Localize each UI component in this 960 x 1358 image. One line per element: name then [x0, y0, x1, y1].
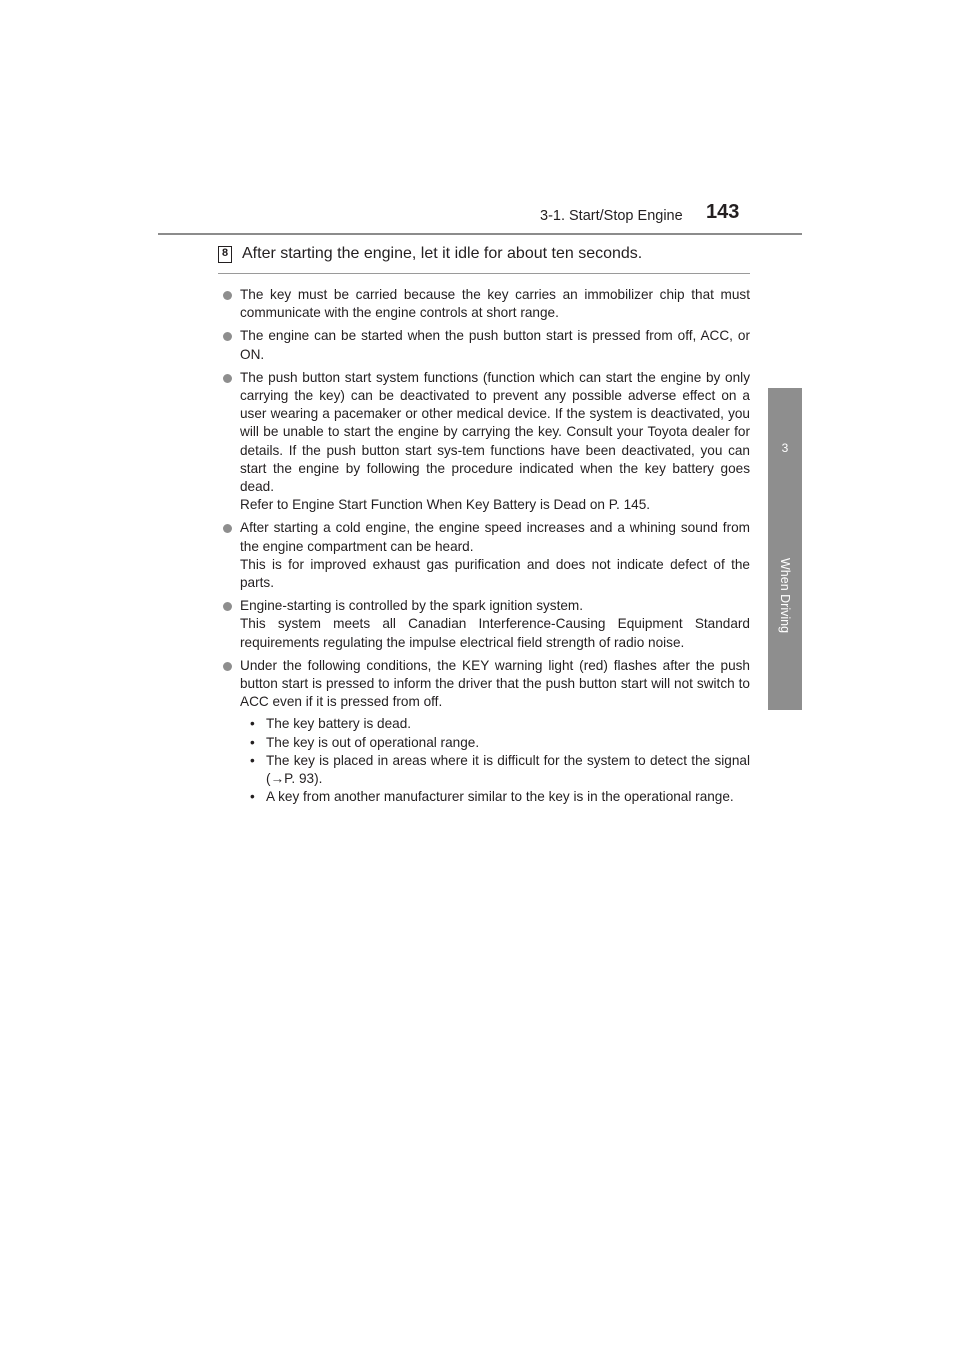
sub-bullet: • [250, 716, 255, 732]
note-paragraph: Engine-starting is controlled by the spark ignition system. [240, 598, 584, 614]
step-number-badge: 8 [218, 246, 232, 263]
page-number: 143 [706, 201, 740, 223]
note-item [222, 597, 750, 652]
note-paragraph: Refer to Engine Start Function When Key Battery is Dead on P. 145. [240, 497, 651, 513]
condition-item [240, 734, 750, 752]
step-row [218, 242, 750, 266]
chapter-label: When Driving [778, 558, 792, 634]
bullet-icon [223, 524, 232, 533]
header-rule [158, 233, 802, 235]
sub-bullet: • [250, 789, 255, 805]
note-paragraph: This system meets all Canadian Interference-Causing Equipment Standard requirements regulating the impulse electrical field strength of radio noise. [240, 616, 750, 650]
note-item [222, 519, 750, 592]
condition-item [240, 788, 750, 806]
header-title: 3-1. Start/Stop Engine [540, 208, 683, 224]
bullet-icon [223, 602, 232, 611]
condition-item [240, 752, 750, 788]
sub-bullet: • [250, 734, 255, 750]
bullet-icon [223, 662, 232, 671]
note-paragraph: The key must be carried because the key carries an immobilizer chip that must communicate with the engine controls at short range. [240, 287, 750, 321]
note-paragraph: After starting a cold engine, the engine speed increases and a whining sound from the engine compartment can be heard. [240, 520, 750, 554]
chapter-side-tab[interactable] [768, 388, 802, 710]
condition-item [240, 715, 750, 733]
sub-bullet: • [250, 752, 255, 768]
note-paragraph: Under the following conditions, the KEY warning light (red) flashes after the push button start is pressed to inform the driver that the push button start will not switch to ACC even if it is pressed from off. [240, 657, 750, 710]
note-paragraph: The engine can be started when the push button start is pressed from off, ACC, or ON. [240, 328, 750, 362]
notes-list [222, 286, 750, 811]
bullet-icon [223, 332, 232, 341]
note-paragraph: This is for improved exhaust gas purification and does not indicate defect of the parts. [240, 556, 750, 591]
note-item [222, 657, 750, 807]
bullet-icon [223, 291, 232, 300]
note-item [222, 369, 750, 515]
condition-list [240, 715, 750, 806]
condition-text: The key is placed in areas where it is difficult for the system to detect the signal (→P. 93). [266, 752, 750, 787]
condition-text: A key from another manufacturer similar to the key is in the operational range. [266, 789, 734, 805]
condition-text: The key battery is dead. [266, 716, 412, 732]
condition-text: The key is out of operational range. [266, 734, 480, 750]
bullet-icon [223, 374, 232, 383]
step-text: After starting the engine, let it idle for about ten seconds. [242, 245, 643, 262]
note-paragraph: The push button start system functions (function which can start the engine by only carrying the key) can be deactivated to prevent any possible adverse effect on a user wearing a pacemaker or other medical device. If the system is deactivated, you will be unable to start the engine by carrying the key. Consult your Toyota dealer for details. If the push button start sys-tem functions have been deactivated, you can start the engine by following the procedure indicated when the key battery goes dead. [240, 369, 750, 495]
note-item [222, 327, 750, 363]
step-divider [218, 273, 750, 274]
chapter-number: 3 [781, 441, 789, 455]
note-item [222, 286, 750, 322]
